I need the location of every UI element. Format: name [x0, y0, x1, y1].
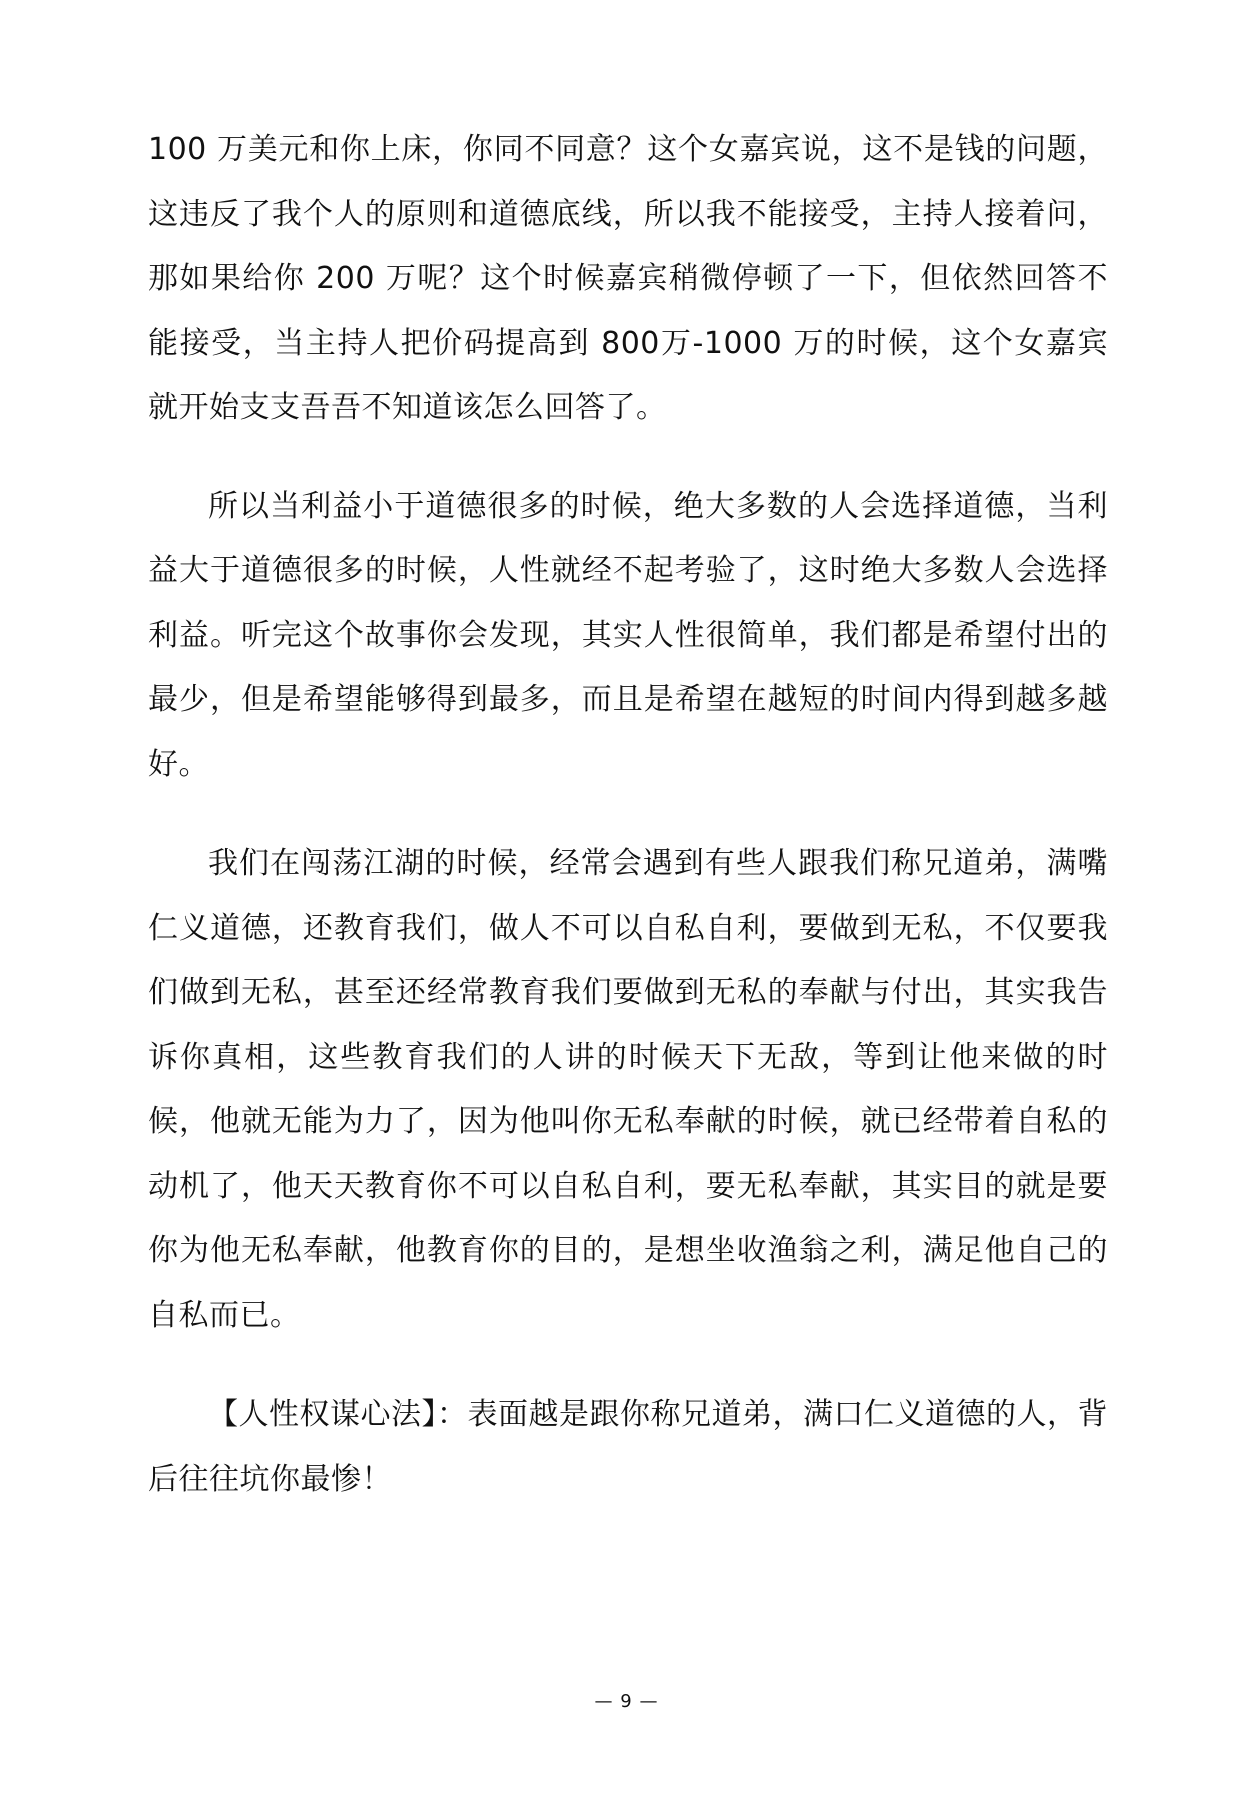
paragraph-2: 所以当利益小于道德很多的时候，绝大多数的人会选择道德，当利益大于道德很多的时候，人性就经不起考验了，这时绝大多数人会选择利益。听完这个故事你会发现，其实人性很简单，我们都是希望付出的最少，但是希望能够得到最多，而且是希望在越短的时间内得到越多越好。: [148, 488, 1108, 782]
page-number: — 9 —: [594, 1691, 659, 1712]
paragraph-3: 我们在闯荡江湖的时候，经常会遇到有些人跟我们称兄道弟，满嘴仁义道德，还教育我们，做人不可以自私自利，要做到无私，不仅要我们做到无私，甚至还经常教育我们要做到无私的奉献与付出，其实我告诉你真相，这些教育我们的人讲的时候天下无敌，等到让他来做的时候，他就无能为力了，因为他叫你无私奉献的时候，就已经带着自私的动机了，他天天教育你不可以自私自利，要无私奉献，其实目的就是要你为他无私奉献，他教育你的目的，是想坐收渔翁之利，满足他自己的自私而已。: [148, 846, 1108, 1333]
paragraph-1: 100 万美元和你上床，你同不同意？这个女嘉宾说，这不是钱的问题，这违反了我个人的原则和道德底线，所以我不能接受，主持人接着问，那如果给你 200 万呢？这个时候嘉宾稍微停顿了一下，但依然回答不能接受，当主持人把价码提高到 800万-1000 万的时候，这个女嘉宾就开始支支吾吾不知道该怎么回答了。: [148, 132, 1108, 425]
paragraph-4-heading-quote: 【人性权谋心法】：表面越是跟你称兄道弟，满口仁义道德的人，背后往往坑你最惨！: [148, 1397, 1108, 1497]
page-body: [148, 118, 1108, 1547]
